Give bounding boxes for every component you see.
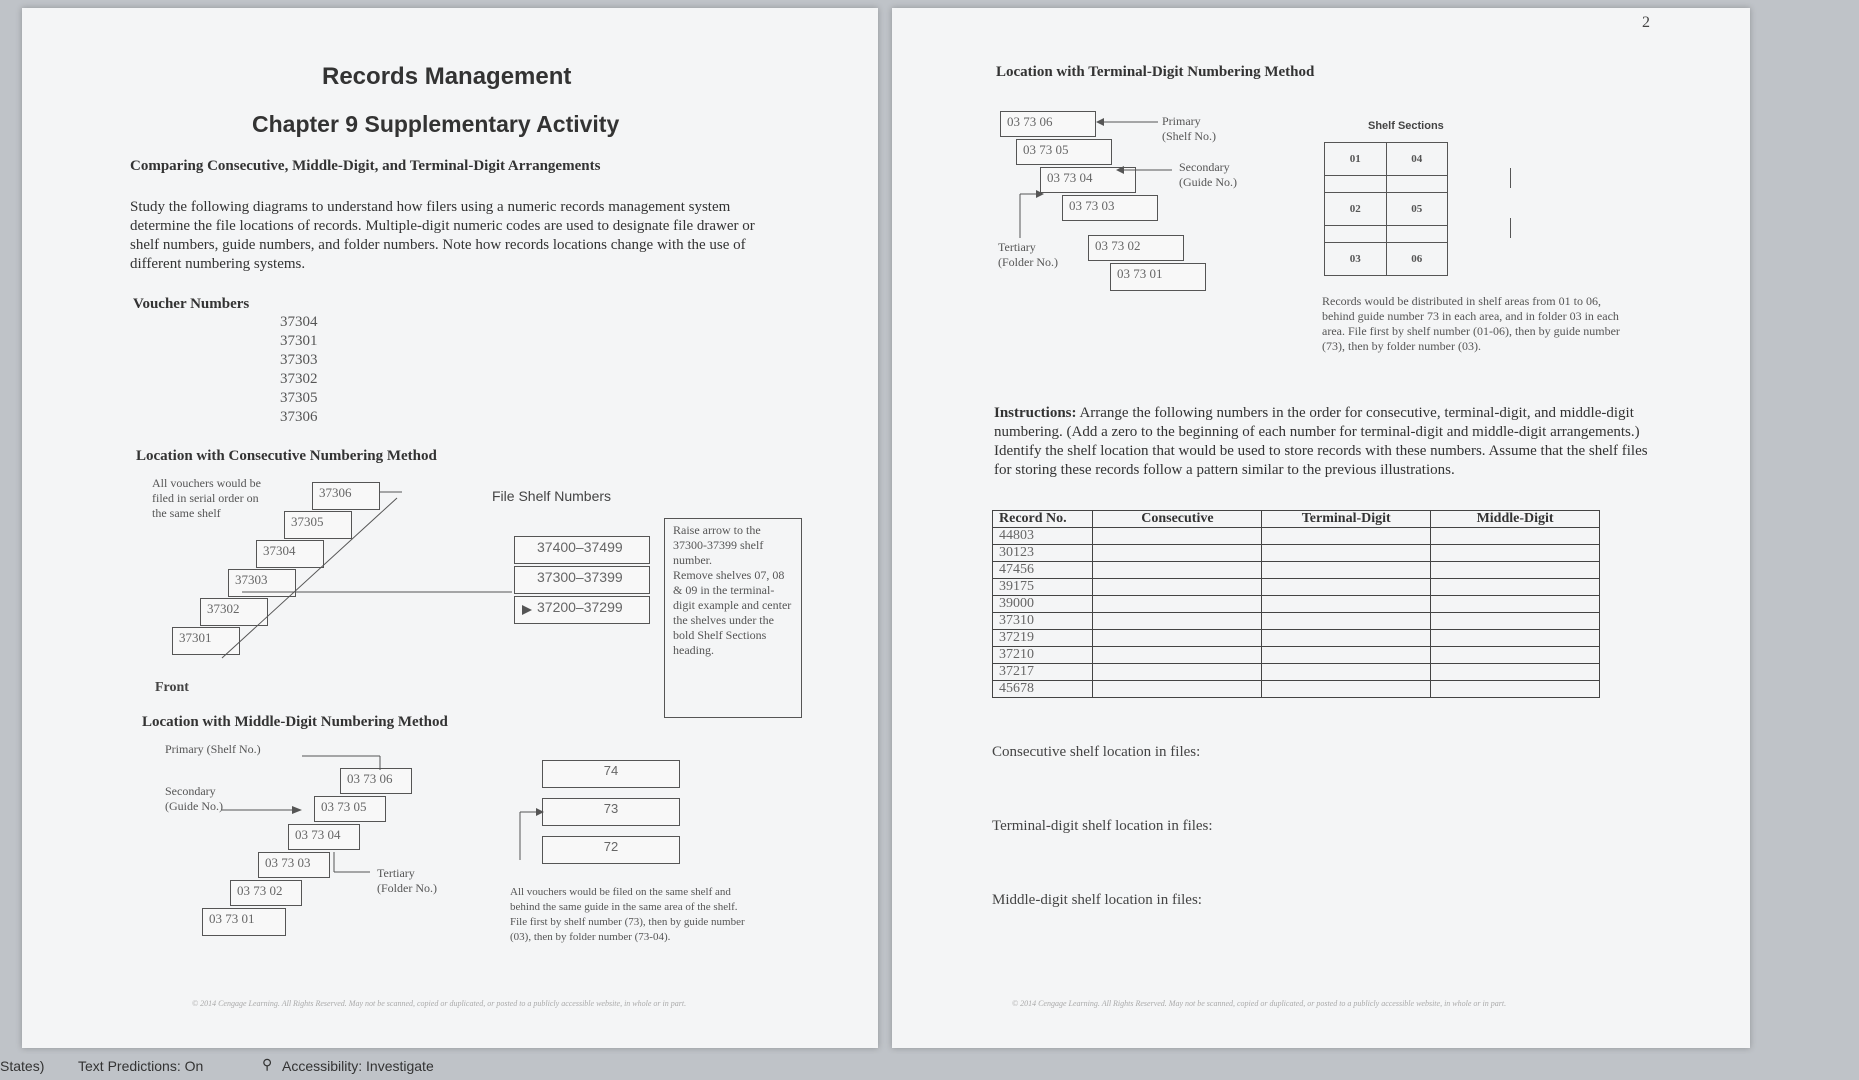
terminal-heading: Location with Terminal-Digit Numbering Method: [996, 64, 1315, 80]
shelf-row: [1325, 143, 1448, 176]
left-page: [22, 8, 878, 1048]
left-footer: © 2014 Cengage Learning. All Rights Reserved. May not be scanned, copied or duplicated, or posted to a publicly accessible website, in whole or in part.: [192, 999, 687, 1008]
voucher-number: 37304: [280, 314, 318, 330]
consecutive-cell[interactable]: [1093, 681, 1262, 698]
arrow-icon: [522, 605, 534, 615]
voucher-number: 37305: [280, 390, 318, 406]
middle-cell[interactable]: [1431, 630, 1600, 647]
shelf-row: [1325, 243, 1448, 276]
divider-mark: [1510, 168, 1511, 188]
table-row: [993, 562, 1600, 579]
record-number: 45678: [993, 681, 1093, 698]
shelf-cell: 04: [1386, 143, 1448, 176]
language-status[interactable]: States): [0, 1058, 45, 1074]
comment-box: Raise arrow to the 37300-37399 shelf number. Remove shelves 07, 08 & 09 in the terminal-digit example and center the shelves under the bold Shelf Sections heading.: [664, 518, 802, 718]
status-bar: [0, 1054, 1859, 1080]
terminal-lines: [992, 108, 1192, 248]
voucher-number: 37306: [280, 409, 318, 425]
middle-cell[interactable]: [1431, 528, 1600, 545]
consecutive-heading: Location with Consecutive Numbering Method: [136, 448, 437, 464]
text-predictions-status[interactable]: Text Predictions: On: [78, 1058, 204, 1074]
right-footer: © 2014 Cengage Learning. All Rights Reserved. May not be scanned, copied or duplicated, or posted to a publicly accessible website, in whole or in part.: [1012, 999, 1507, 1008]
accessibility-icon: ⚲: [262, 1056, 273, 1072]
middle-cell[interactable]: [1431, 613, 1600, 630]
middle-cell[interactable]: [1431, 647, 1600, 664]
shelf-sections-label: Shelf Sections: [1368, 120, 1444, 132]
terminal-cell[interactable]: [1262, 681, 1431, 698]
terminal-stair-box: 03 73 01: [1110, 263, 1206, 291]
instructions: [994, 404, 1654, 480]
middle-secondary-label: Secondary (Guide No.): [165, 784, 223, 813]
record-number: 30123: [993, 545, 1093, 562]
table-row: [993, 647, 1600, 664]
shelf-cell: 02: [1325, 193, 1387, 226]
table-row: [993, 596, 1600, 613]
divider-mark: [1510, 218, 1511, 238]
record-number: 44803: [993, 528, 1093, 545]
table-row: [993, 630, 1600, 647]
guide-arrow: [516, 804, 546, 864]
consecutive-cell[interactable]: [1093, 528, 1262, 545]
middle-cell[interactable]: [1431, 579, 1600, 596]
table-row: [993, 545, 1600, 562]
middle-primary-label: Primary (Shelf No.): [165, 742, 261, 756]
terminal-cell[interactable]: [1262, 579, 1431, 596]
accessibility-status[interactable]: Accessibility: Investigate: [282, 1058, 434, 1074]
shelf-cell: 06: [1386, 243, 1448, 276]
record-table: [992, 510, 1600, 698]
terminal-cell[interactable]: [1262, 528, 1431, 545]
shelf-number-box: 37300–37399: [514, 566, 650, 594]
terminal-secondary-label: Secondary (Guide No.): [1179, 160, 1237, 189]
consecutive-cell[interactable]: [1093, 630, 1262, 647]
middle-stair-box: 03 73 04: [288, 824, 360, 850]
terminal-cell[interactable]: [1262, 613, 1431, 630]
guide-box: 74: [542, 760, 680, 788]
table-row: [993, 664, 1600, 681]
consecutive-cell[interactable]: [1093, 562, 1262, 579]
consecutive-cell[interactable]: [1093, 664, 1262, 681]
terminal-stair-box: 03 73 05: [1016, 139, 1112, 165]
distribution-note: Records would be distributed in shelf areas from 01 to 06, behind guide number 73 in each area, and in folder 03 in each area. File first by shelf number (01-06), then by guide number (73), then by folder number (03).: [1322, 294, 1620, 353]
shelf-cell: 05: [1386, 193, 1448, 226]
instructions-label: Instructions:: [994, 405, 1077, 421]
record-number: 37219: [993, 630, 1093, 647]
middle-stair-box: 03 73 05: [314, 796, 386, 822]
middle-cell[interactable]: [1431, 664, 1600, 681]
consecutive-cell[interactable]: [1093, 545, 1262, 562]
consecutive-cell[interactable]: [1093, 596, 1262, 613]
middle-stair-box: 03 73 06: [340, 768, 412, 794]
terminal-cell[interactable]: [1262, 647, 1431, 664]
table-header-row: [993, 511, 1600, 528]
question-consecutive: Consecutive shelf location in files:: [992, 744, 1201, 760]
terminal-stair-box: 03 73 02: [1088, 235, 1184, 261]
table-row: [993, 579, 1600, 596]
shelf-cell: 03: [1325, 243, 1387, 276]
terminal-cell[interactable]: [1262, 562, 1431, 579]
middle-stair-box: 03 73 02: [230, 880, 302, 906]
middle-tertiary-label: Tertiary (Folder No.): [377, 866, 437, 895]
stair-box: 37304: [256, 540, 324, 568]
record-number: 39000: [993, 596, 1093, 613]
middle-note: All vouchers would be filed on the same shelf and behind the same guide in the same area of the shelf. File first by shelf number (73), then by guide number (03), then by folder number (73-04).: [510, 886, 745, 943]
record-number: 37217: [993, 664, 1093, 681]
middle-cell[interactable]: [1431, 562, 1600, 579]
middle-cell[interactable]: [1431, 681, 1600, 698]
terminal-cell[interactable]: [1262, 545, 1431, 562]
shelf-numbers-label: File Shelf Numbers: [492, 488, 612, 504]
guide-box: 73: [542, 798, 680, 826]
voucher-number: 37302: [280, 371, 318, 387]
terminal-stair-box: 03 73 04: [1040, 167, 1136, 193]
table-header: Record No.: [993, 511, 1093, 528]
shelf-cell: 01: [1325, 143, 1387, 176]
record-number: 47456: [993, 562, 1093, 579]
stair-box: 37302: [200, 598, 268, 626]
stair-box: 37305: [284, 511, 352, 539]
terminal-stair-box: 03 73 03: [1062, 195, 1158, 221]
middle-stair-box: 03 73 01: [202, 908, 286, 936]
guide-box: 72: [542, 836, 680, 864]
consecutive-note: All vouchers would be filed in serial order on the same shelf: [152, 476, 261, 520]
terminal-primary-label: Primary (Shelf No.): [1162, 114, 1216, 143]
stair-lines: [152, 478, 512, 678]
table-header: Consecutive: [1093, 511, 1262, 528]
voucher-heading: Voucher Numbers: [133, 296, 250, 312]
shelf-number-box: 37200–37299: [514, 596, 650, 624]
intro-paragraph: Study the following diagrams to understand how filers using a numeric records management system determine the file locations of records. Multiple-digit numeric codes are used to designate file drawer or shelf numbers, guide numbers, and folder numbers. Note how records locations change with the use of different numbering systems.: [130, 199, 755, 272]
table-header: Terminal-Digit: [1262, 511, 1431, 528]
table-row: [993, 528, 1600, 545]
consecutive-cell[interactable]: [1093, 613, 1262, 630]
voucher-number: 37303: [280, 352, 318, 368]
terminal-cell[interactable]: [1262, 630, 1431, 647]
terminal-cell[interactable]: [1262, 664, 1431, 681]
stair-box: 37306: [312, 482, 380, 510]
record-number: 39175: [993, 579, 1093, 596]
shelf-sections-grid: [1324, 142, 1448, 276]
doc-subtitle: Chapter 9 Supplementary Activity: [252, 111, 620, 137]
terminal-stair-box: 03 73 06: [1000, 111, 1096, 137]
page-number: 2: [1642, 14, 1650, 31]
terminal-tertiary-label: Tertiary (Folder No.): [998, 240, 1058, 269]
terminal-cell[interactable]: [1262, 596, 1431, 613]
right-page: [892, 8, 1750, 1048]
shelf-number-box: 37400–37499: [514, 536, 650, 564]
instructions-text: Arrange the following numbers in the order for consecutive, terminal-digit, and middle-digit numbering. (Add a zero to the beginning of each number for terminal-digit and middle-digit arrangements.) Identify the shelf location that would be used to store records with these numbers. Assume that the shelf files for storing these records follow a pattern similar to the previous illustrations.: [994, 405, 1648, 478]
middle-cell[interactable]: [1431, 596, 1600, 613]
middle-cell[interactable]: [1431, 545, 1600, 562]
consecutive-cell[interactable]: [1093, 579, 1262, 596]
voucher-number: 37301: [280, 333, 318, 349]
middle-heading: Location with Middle-Digit Numbering Method: [142, 714, 448, 730]
table-header: Middle-Digit: [1431, 511, 1600, 528]
stair-box: 37301: [172, 627, 240, 655]
middle-stair-box: 03 73 03: [258, 852, 330, 878]
shelf-row: [1325, 193, 1448, 226]
section-heading: Comparing Consecutive, Middle-Digit, and Terminal-Digit Arrangements: [130, 158, 601, 174]
record-number: 37210: [993, 647, 1093, 664]
question-terminal: Terminal-digit shelf location in files:: [992, 818, 1213, 834]
doc-title: Records Management: [322, 63, 572, 90]
consecutive-cell[interactable]: [1093, 647, 1262, 664]
front-label: Front: [155, 680, 189, 695]
voucher-list: [280, 313, 318, 427]
table-row: [993, 681, 1600, 698]
stair-box: 37303: [228, 569, 296, 597]
table-row: [993, 613, 1600, 630]
record-number: 37310: [993, 613, 1093, 630]
question-middle: Middle-digit shelf location in files:: [992, 892, 1202, 908]
middle-lines: [162, 748, 462, 888]
